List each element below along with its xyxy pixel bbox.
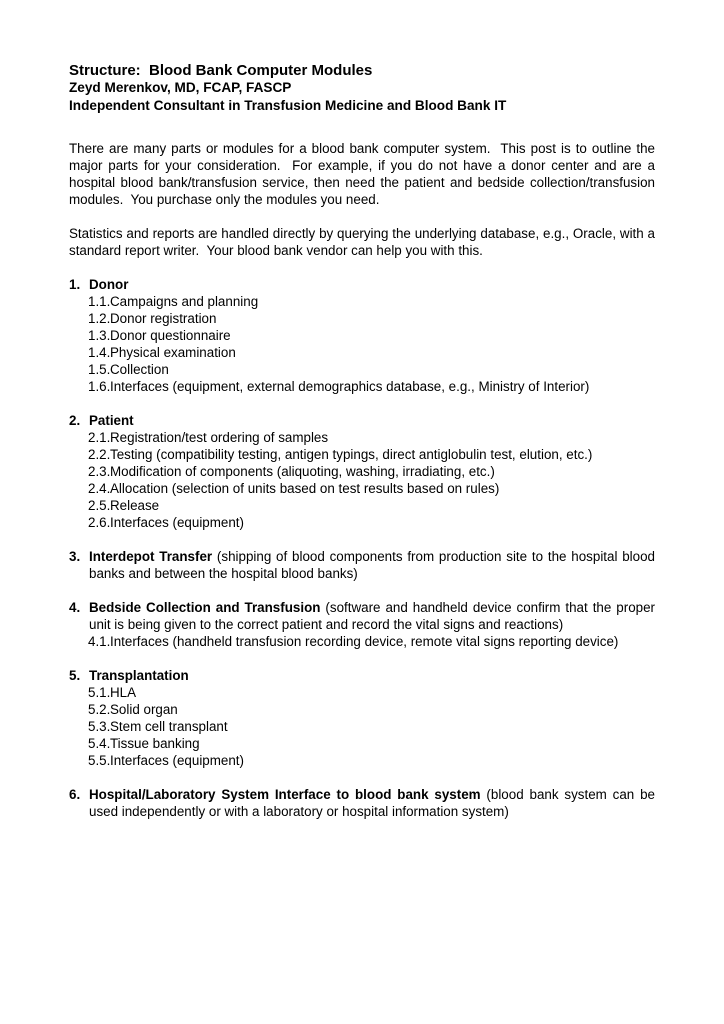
subsection-item <box>88 497 655 514</box>
subsection-text: Collection <box>110 361 169 377</box>
section-description: (blood bank system can be used independently or with a laboratory or hospital information system) <box>89 786 659 819</box>
subsection-number: 2.5. <box>88 497 111 513</box>
subsection-number: 5.2. <box>88 701 111 717</box>
subsection-text: Donor questionnaire <box>110 327 231 343</box>
subsection-number: 2.3. <box>88 463 111 479</box>
subsection-item <box>88 514 655 531</box>
subsection-text: Interfaces (equipment) <box>110 514 244 530</box>
section-number: 3. <box>69 548 81 564</box>
subsection-text: Interfaces (handheld transfusion recording device, remote vital signs reporting device) <box>110 633 619 649</box>
subsection-item <box>88 735 655 752</box>
subsection-item <box>88 446 655 463</box>
section-title: Hospital/Laboratory System Interface to blood bank system <box>89 786 481 802</box>
subsection-number: 1.4. <box>88 344 111 360</box>
subsection-text: Testing (compatibility testing, antigen typings, direct antiglobulin test, elution, etc.) <box>110 446 593 462</box>
section-heading <box>69 276 655 293</box>
subsection-item <box>88 310 655 327</box>
section-donor <box>69 276 655 395</box>
subsection-text: Interfaces (equipment, external demographics database, e.g., Ministry of Interior) <box>110 378 590 394</box>
subsection-text: Registration/test ordering of samples <box>110 429 329 445</box>
subsection-text: Campaigns and planning <box>110 293 259 309</box>
section-heading <box>69 412 655 429</box>
subsection-text: Solid organ <box>110 701 178 717</box>
section-title: Patient <box>89 412 134 428</box>
subsection-number: 2.6. <box>88 514 111 530</box>
section-bedside-collection <box>69 599 659 650</box>
section-description: (shipping of blood components from production site to the hospital blood banks and between the hospital blood banks) <box>89 548 659 581</box>
section-hospital-lab-interface <box>69 786 659 820</box>
section-interdepot-transfer <box>69 548 659 582</box>
section-title: Donor <box>89 276 129 292</box>
subsection-text: Interfaces (equipment) <box>110 752 244 768</box>
section-body <box>89 786 659 820</box>
subsection-text: Tissue banking <box>110 735 200 751</box>
subsection-item <box>88 327 655 344</box>
subsection-item <box>88 684 655 701</box>
section-body <box>89 667 655 684</box>
reports-paragraph: Statistics and reports are handled directly by querying the underlying database, e.g., Oracle, with a standard report writer. Your blood bank vendor can help you with this. <box>69 225 659 258</box>
section-number: 5. <box>69 667 81 683</box>
section-title: Bedside Collection and Transfusion <box>89 599 321 615</box>
section-title: Interdepot Transfer <box>89 548 213 564</box>
section-title: Transplantation <box>89 667 189 683</box>
section-heading <box>69 786 659 820</box>
subsection-item <box>88 463 655 480</box>
subsection-item <box>88 429 655 446</box>
subsection-text: Donor registration <box>110 310 217 326</box>
subsection-text: HLA <box>110 684 137 700</box>
document-title: Structure: Blood Bank Computer Modules <box>69 62 373 79</box>
document-author: Zeyd Merenkov, MD, FCAP, FASCP <box>69 80 292 96</box>
subsection-text: Modification of components (aliquoting, washing, irradiating, etc.) <box>110 463 495 479</box>
document-header <box>69 62 655 114</box>
section-heading <box>69 548 659 582</box>
subsection-text: Stem cell transplant <box>110 718 228 734</box>
section-number: 4. <box>69 599 81 615</box>
document-author-role: Independent Consultant in Transfusion Medicine and Blood Bank IT <box>69 97 507 113</box>
subsection-text: Physical examination <box>110 344 236 360</box>
subsection-item <box>88 293 655 310</box>
section-transplantation <box>69 667 655 769</box>
subsection-item <box>88 480 655 497</box>
subsection-number: 5.4. <box>88 735 111 751</box>
section-number: 6. <box>69 786 81 802</box>
subsection-item <box>88 701 655 718</box>
subsection-number: 1.5. <box>88 361 111 377</box>
subsection-number: 1.1. <box>88 293 111 309</box>
section-body <box>89 412 655 429</box>
subsection-number: 5.3. <box>88 718 111 734</box>
section-body <box>89 548 659 582</box>
subsection-item <box>88 378 655 395</box>
section-number: 2. <box>69 412 81 428</box>
subsection-number: 1.6. <box>88 378 111 394</box>
subsection-item <box>88 752 655 769</box>
subsection-item <box>88 718 655 735</box>
subsection-item <box>88 344 655 361</box>
subsection-item <box>88 361 655 378</box>
subsection-number: 4.1. <box>88 633 111 649</box>
subsection-number: 1.2. <box>88 310 111 326</box>
section-number: 1. <box>69 276 81 292</box>
subsection-text: Release <box>110 497 160 513</box>
section-body <box>89 276 655 293</box>
subsection-number: 1.3. <box>88 327 111 343</box>
intro-paragraph: There are many parts or modules for a blood bank computer system. This post is to outline the major parts for your consideration. For example, if you do not have a donor center and are a hospital blood bank/transfusion service, then need the patient and bedside collection/transfusion modules. You purchase only the modules you need. <box>69 140 659 207</box>
subsection-number: 2.1. <box>88 429 111 445</box>
section-body <box>89 599 659 633</box>
subsection-item <box>88 633 655 650</box>
subsection-number: 5.1. <box>88 684 111 700</box>
section-heading <box>69 667 655 684</box>
subsection-text: Allocation (selection of units based on test results based on rules) <box>110 480 500 496</box>
section-patient <box>69 412 655 531</box>
section-heading <box>69 599 659 633</box>
subsection-number: 2.2. <box>88 446 111 462</box>
subsection-number: 5.5. <box>88 752 111 768</box>
section-description: (software and handheld device confirm that the proper unit is being given to the correct patient and record the vital signs and reactions) <box>89 599 659 632</box>
subsection-number: 2.4. <box>88 480 111 496</box>
